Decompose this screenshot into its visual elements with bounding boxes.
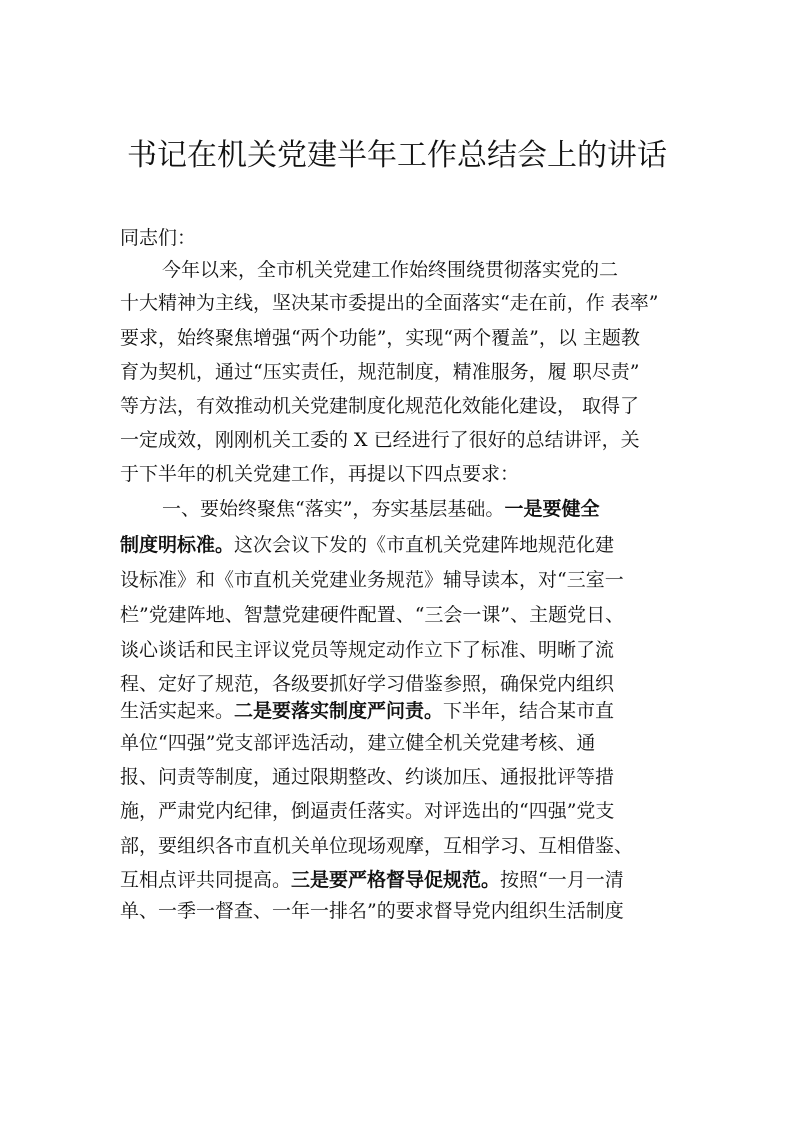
paragraph-line (120, 868, 624, 892)
paragraph-line (120, 731, 595, 755)
paragraph-line (120, 638, 614, 662)
bold-phrase: 二是要落实制度严问责。 (234, 700, 444, 722)
paragraph-line (120, 428, 640, 452)
paragraph-line (120, 834, 633, 858)
text-segment: 要求，始终聚焦增强“两个功能”，实现“两个覆盖”，以 主题教 (120, 327, 640, 349)
text-segment: 谈心谈话和民主评议党员等规定动作立下了标准、明晰了流 (120, 639, 615, 661)
text-segment: 设标准》和《市直机关党建业务规范》辅导读本，对“三室一 (120, 569, 624, 591)
text-segment: 十大精神为主线，坚决某市委提出的全面落实“走在前，作 表率” (120, 292, 659, 314)
text-segment: 一、要始终聚焦“落实”，夯实基层基础。 (162, 498, 505, 520)
paragraph-line (120, 699, 614, 723)
text-segment: 程、定好了规范，各级要抓好学习借鉴参照，确保党内组织 (120, 673, 615, 695)
text-segment: 栏”党建阵地、智慧党建硬件配置、“三会一课”、主题党日、 (120, 604, 625, 626)
text-segment: 这次会议下发的《市直机关党建阵地规范化建 (234, 534, 615, 556)
greeting: 同志们： (120, 227, 197, 249)
text-segment: 等方法，有效推动机关党建制度化规范化效能化建设， 取得了 (120, 395, 640, 417)
paragraph-line (120, 326, 640, 350)
paragraph-line (120, 799, 614, 823)
text-segment: 互相点评共同提高。 (120, 869, 292, 891)
text-segment: 施，严肃党内纪律，倒逼责任落实。对评选出的“四强”党支 (120, 800, 615, 822)
document-title: 书记在机关党建半年工作总结会上的讲话 (127, 138, 667, 173)
bold-phrase: 一是要健全 (504, 498, 600, 520)
paragraph-line (120, 533, 614, 557)
paragraph-line (120, 568, 624, 592)
bold-phrase: 三是要严格督导促规范。 (291, 869, 501, 891)
paragraph-line (120, 672, 614, 696)
paragraph-line (120, 765, 614, 789)
text-segment: 育为契机，通过“压实责任，规范制度，精准服务，履 职尽责” (120, 361, 640, 383)
text-segment: 于下半年的机关党建工作，再提以下四点要求： (120, 463, 520, 485)
paragraph-line (120, 899, 624, 923)
paragraph-line (162, 497, 599, 521)
paragraph-line (162, 258, 618, 282)
text-segment: 一定成效，刚刚机关工委的 X 已经进行了很好的总结讲评，关 (120, 429, 640, 451)
text-segment: 今年以来，全市机关党建工作始终围绕贯彻落实党的二 (162, 259, 619, 281)
text-segment: 部，要组织各市直机关单位现场观摩，互相学习、互相借鉴、 (120, 835, 634, 857)
text-segment: 下半年，结合某市直 (443, 700, 615, 722)
text-segment: 生活实起来。 (120, 700, 235, 722)
paragraph-line (120, 291, 658, 315)
text-segment: 单、一季一督查、一年一排名”的要求督导党内组织生活制度 (120, 900, 624, 922)
text-segment: 按照“一月一清 (500, 869, 624, 891)
text-segment: 单位“四强”党支部评选活动，建立健全机关党建考核、通 (120, 732, 596, 754)
paragraph-line (120, 603, 624, 627)
paragraph-line (120, 462, 519, 486)
paragraph-line (120, 360, 639, 384)
paragraph-line (120, 394, 639, 418)
text-segment: 报、问责等制度，通过限期整改、约谈加压、通报批评等措 (120, 766, 615, 788)
bold-phrase: 制度明标准。 (120, 534, 235, 556)
